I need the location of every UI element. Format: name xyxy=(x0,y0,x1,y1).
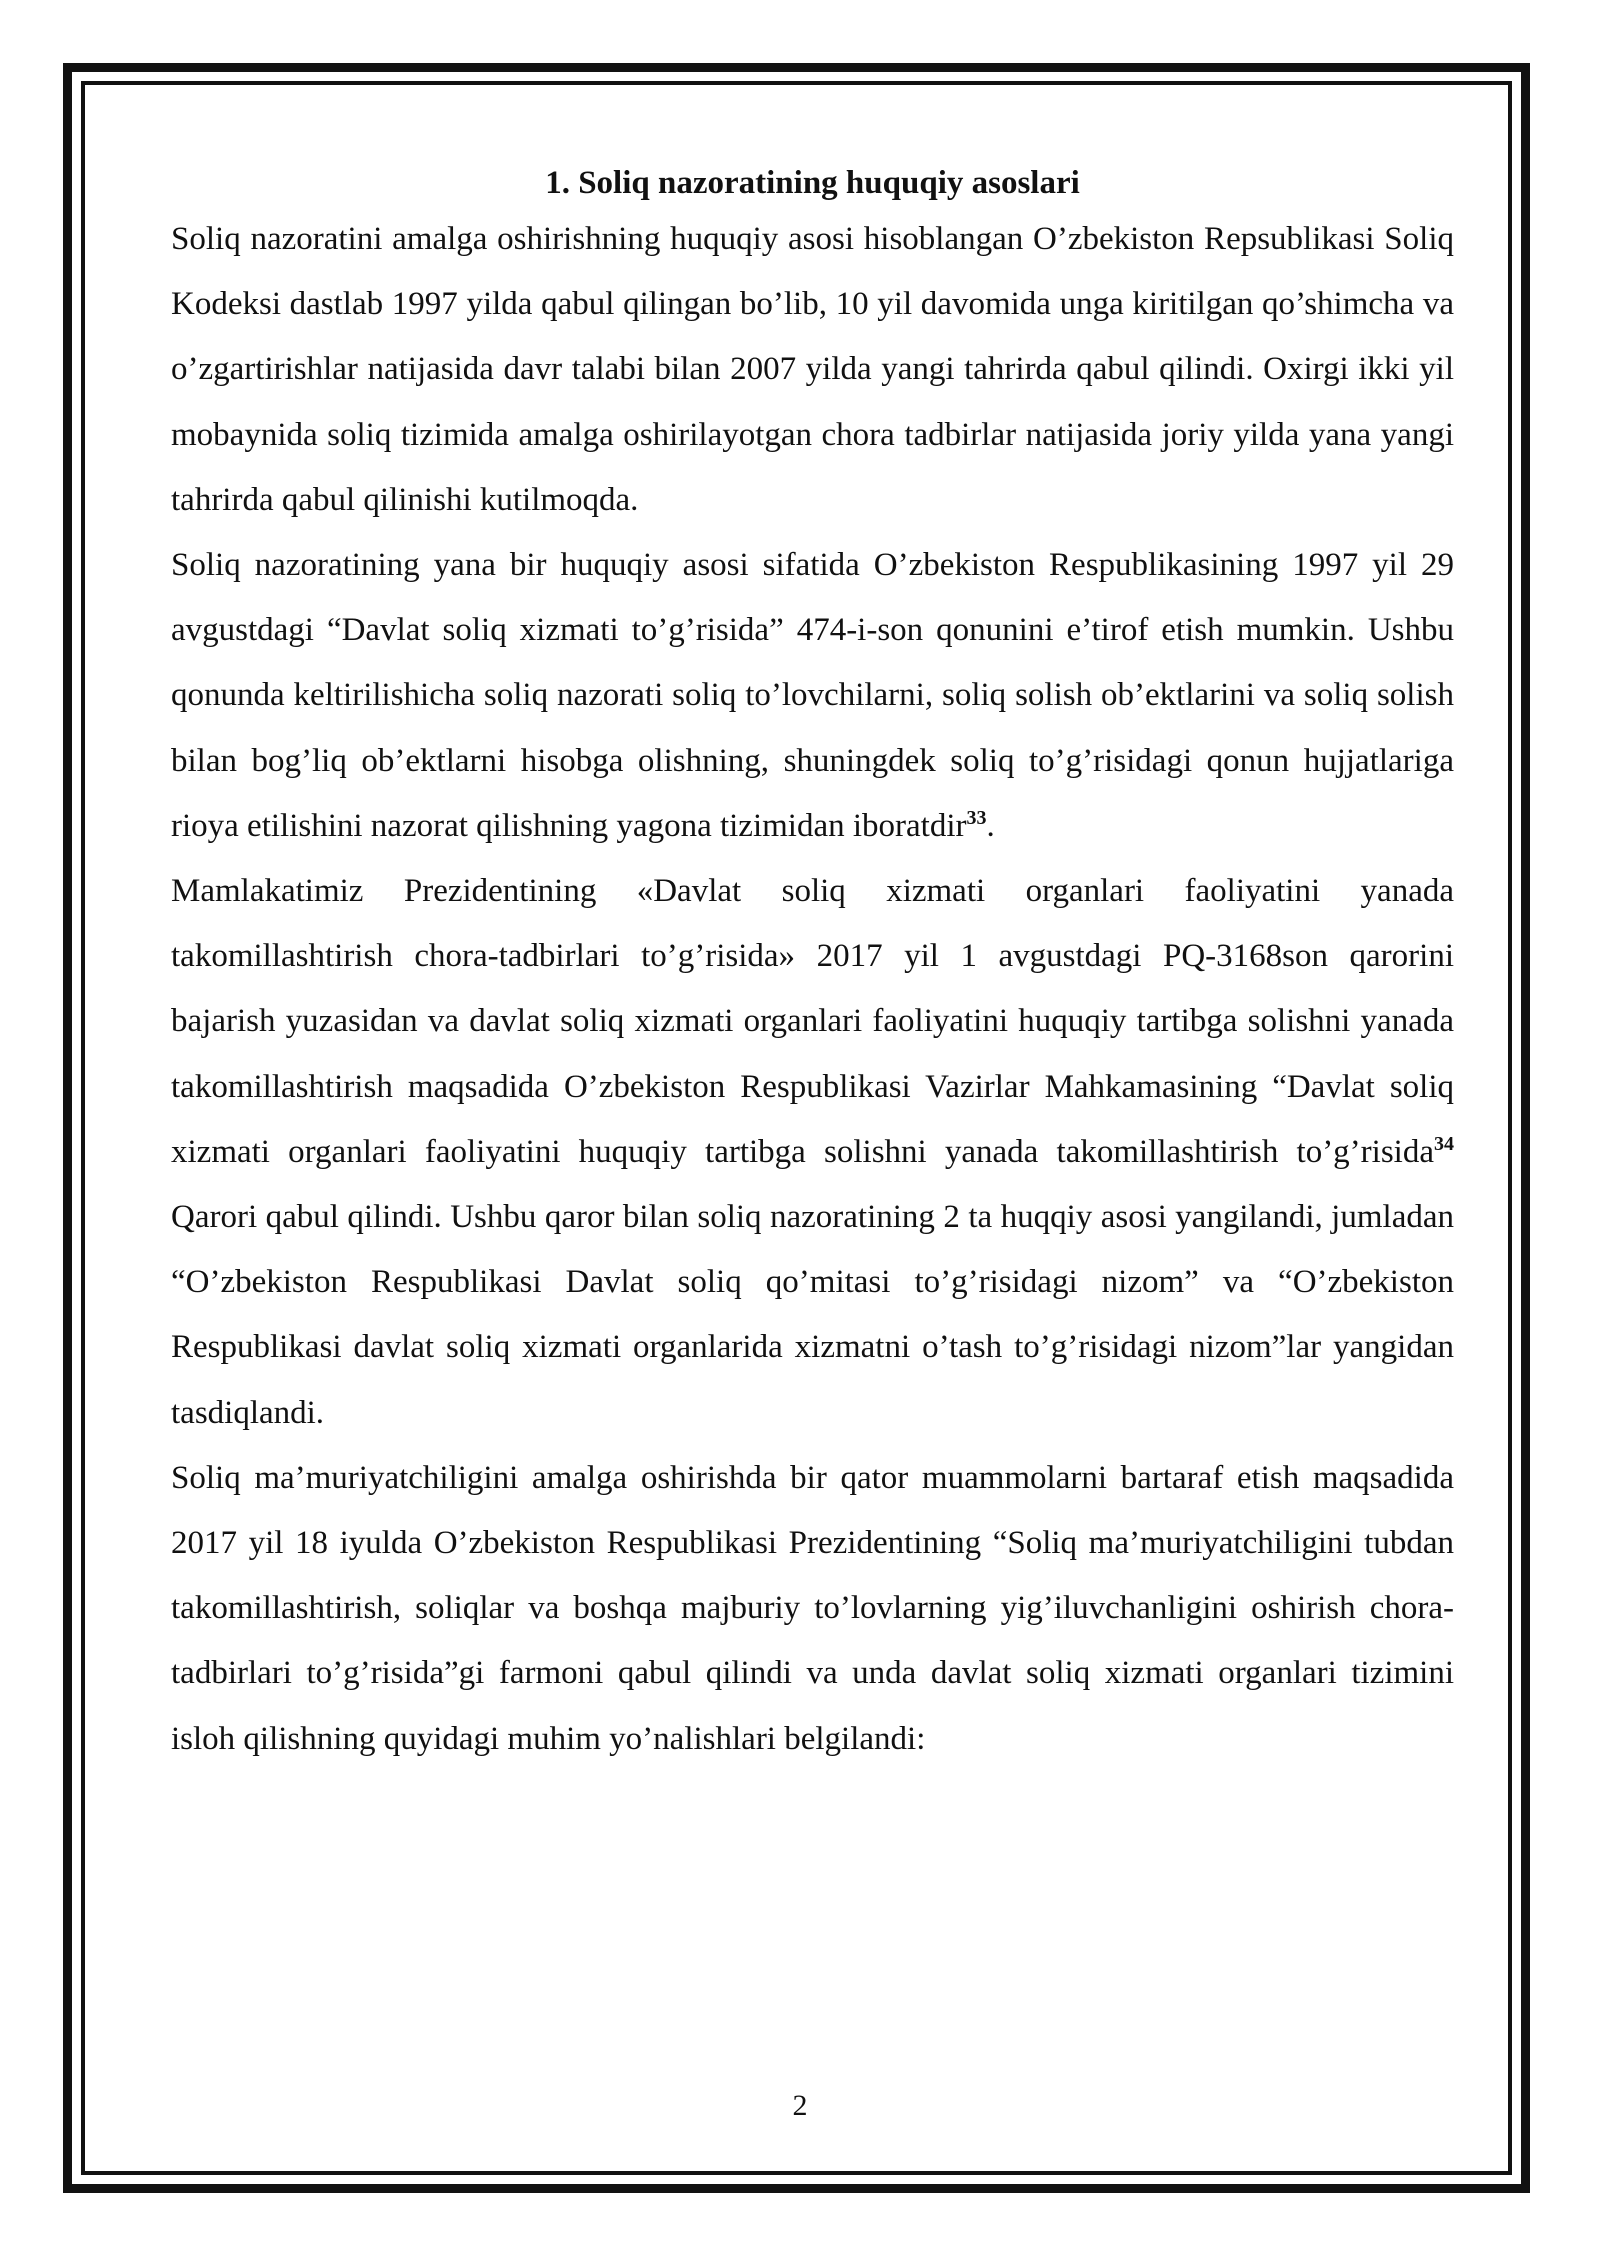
paragraph-3-text: Mamlakatimiz Prezidentining «Davlat soliq xizmati organlari faoliyatini yanada takomillashtirish chora-tadbirlari to’g’risida» 2017 yil 1 avgustdagi PQ-3168son qarorini bajarish yuzasidan va davlat soliq xizmati organlari faoliyatini huquqiy tartibga solishni yanada takomillashtirish maqsadida O’zbekiston Respublikasi Vazirlar Mahkamasining “Davlat soliq xizmati organlari faoliyatini huquqiy tartibga solishni yanada takomillashtirish to’g’risida xyxy=(171,873,1454,1170)
paragraph-3 xyxy=(171,859,1454,1446)
page-number: 2 xyxy=(792,2089,808,2122)
section-heading: 1. Soliq nazoratining huquqiy asoslari xyxy=(545,165,1080,201)
paragraph-2 xyxy=(171,533,1454,859)
paragraph-1-text: Soliq nazoratini amalga oshirishning huquqiy asosi hisoblangan O’zbekiston Repsublikasi Soliq Kodeksi dastlab 1997 yilda qabul qilingan bo’lib, 10 yil davomida unga kiritilgan qo’shimcha va o’zgartirishlar natijasida davr talabi bilan 2007 yilda yangi tahrirda qabul qilindi. Oxirgi ikki yil mobaynida soliq tizimida amalga oshirilayotgan chora tadbirlar natijasida joriy yilda yana yangi tahrirda qabul qilinishi kutilmoqda. xyxy=(171,221,1454,518)
paragraph-4 xyxy=(171,1446,1454,1772)
paragraph-3-text-end: Qarori qabul qilindi. Ushbu qaror bilan soliq nazoratining 2 ta huqqiy asosi yangilandi, jumladan “O’zbekiston Respublikasi Davlat soliq qo’mitasi to’g’risidagi nizom” va “O’zbekiston Respublikasi davlat soliq xizmati organlarida xizmatni o’tash to’g’risidagi nizom”lar yangidan tasdiqlandi. xyxy=(171,1199,1454,1431)
footnote-ref-33: 33 xyxy=(966,806,987,829)
paragraph-1 xyxy=(171,207,1454,533)
paragraph-2-text: Soliq nazoratining yana bir huquqiy asosi sifatida O’zbekiston Respublikasining 1997 yil 29 avgustdagi “Davlat soliq xizmati to’g’risida” 474-i-son qonunini e’tirof etish mumkin. Ushbu qonunda keltirilishicha soliq nazorati soliq to’lovchilarni, soliq solish ob’ektlarini va soliq solish bilan bog’liq ob’ektlarni hisobga olishning, shuningdek soliq to’g’risidagi qonun hujjatlariga rioya etilishini nazorat qilishning yagona tizimidan iboratdir xyxy=(171,547,1454,844)
paragraph-2-text-end: . xyxy=(986,807,995,844)
paragraph-4-text: Soliq ma’muriyatchiligini amalga oshirishda bir qator muammolarni bartaraf etish maqsadida 2017 yil 18 iyulda O’zbekiston Respublikasi Prezidentining “Soliq ma’muriyatchiligini tubdan takomillashtirish, soliqlar va boshqa majburiy to’lovlarning yig’iluvchanligini oshirish chora-tadbirlari to’g’risida”gi farmoni qabul qilindi va unda davlat soliq xizmati organlari tizimini isloh qilishning quyidagi muhim yo’nalishlari belgilandi: xyxy=(171,1459,1454,1757)
page-content xyxy=(171,163,1454,1772)
footnote-ref-34: 34 xyxy=(1434,1132,1454,1155)
